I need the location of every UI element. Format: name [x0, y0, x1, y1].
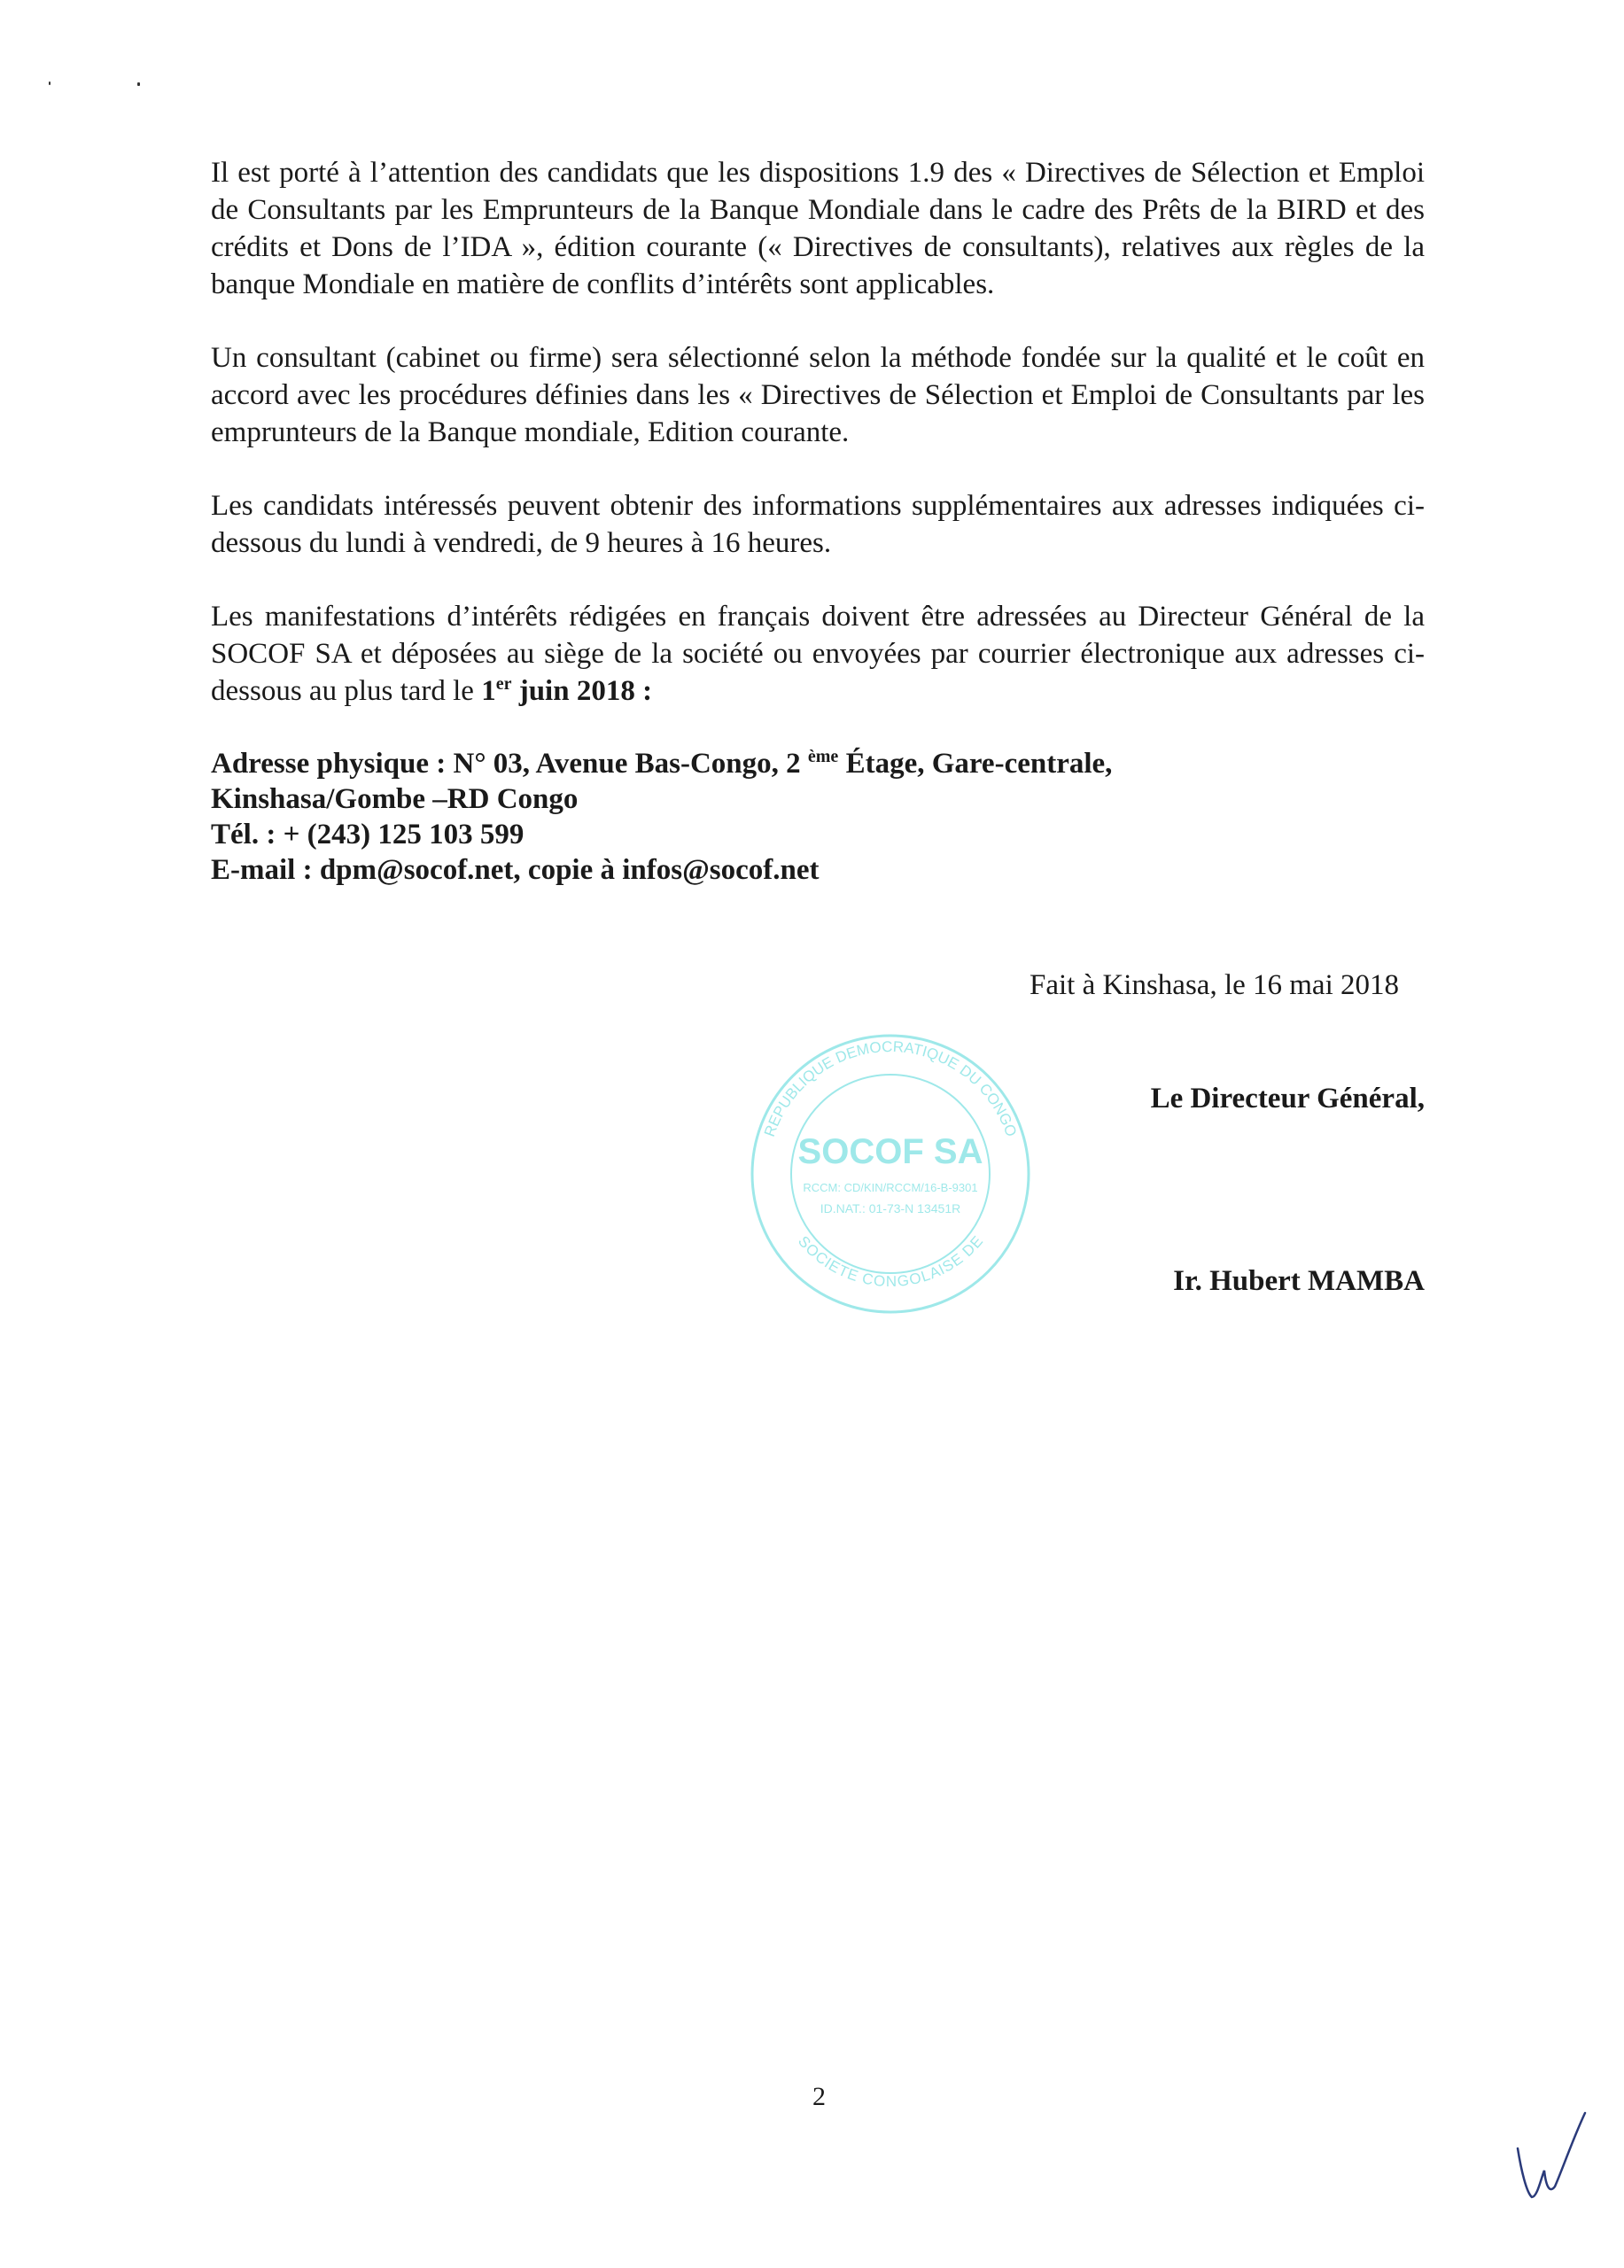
- signatory-name: Ir. Hubert MAMBA: [1173, 1265, 1425, 1297]
- stamp-inner-ring: [791, 1075, 990, 1273]
- initials-mark-icon: [1511, 2109, 1590, 2206]
- paragraph-selection-method: Un consultant (cabinet ou firme) sera sélectionné selon la méthode fondée sur la qualité et le coût en accord avec les procédures définies dans les « Directives de Sélection et Emploi de Consultants par les emprunteurs de la Banque mondiale, Edition courante.: [211, 342, 1425, 448]
- deadline-text: Les manifestations d’intérêts rédigées en français doivent être adressées au Directeur Général de la SOCOF SA et déposées au siège de la société ou envoyées par courrier électronique aux adresses ci-dessous au plus tard le: [211, 601, 1425, 707]
- address-street: Adresse physique : N° 03, Avenue Bas-Congo, 2: [211, 748, 808, 780]
- deadline-day: 1: [481, 675, 496, 707]
- scan-speck: [49, 82, 51, 85]
- address-line-2: Kinshasa/Gombe –RD Congo: [211, 783, 579, 815]
- stamp-ring-top: REPUBLIQUE DEMOCRATIQUE DU CONGO: [760, 1037, 1021, 1139]
- company-stamp: [749, 1032, 1032, 1316]
- scan-speck: [137, 82, 140, 86]
- deadline-colon: :: [634, 675, 653, 707]
- paragraph-conflict-of-interest: Il est porté à l’attention des candidats que les dispositions 1.9 des « Directives de Sélection et Emploi de Consultants par les Emprunteurs de la Banque Mondiale dans le cadre des Prêts de la BIRD et des crédits et Dons de l’IDA », édition courante (« Directives de consultants), relatives aux règles de la banque Mondiale en matière de conflits d’intérêts sont applicables.: [211, 157, 1425, 300]
- deadline-day-suffix: er: [495, 674, 512, 694]
- stamp-rccm: RCCM: CD/KIN/RCCM/16-B-9301: [803, 1181, 978, 1194]
- floor-suffix: ème: [807, 747, 839, 766]
- deadline-date: [481, 675, 635, 707]
- address-floor: Étage, Gare-centrale,: [838, 748, 1113, 780]
- stamp-outer-ring: [752, 1036, 1029, 1312]
- stamp-company-name: SOCOF SA: [797, 1132, 983, 1171]
- address-line-1: [211, 746, 1425, 781]
- address-block: [211, 746, 1425, 888]
- place-date: Fait à Kinshasa, le 16 mai 2018: [1029, 969, 1399, 1001]
- stamp-ring-bottom: SOCIETE CONGOLAISE DE: [794, 1232, 987, 1291]
- phone-line: Tél. : + (243) 125 103 599: [211, 819, 524, 850]
- signatory-title: Le Directeur Général,: [1150, 1083, 1425, 1115]
- paragraph-information: Les candidats intéressés peuvent obtenir des informations supplémentaires aux adresses indiquées ci-dessous du lundi à vendredi, de 9 heures à 16 heures.: [211, 490, 1425, 559]
- stamp-idnat: ID.NAT.: 01-73-N 13451R: [820, 1201, 961, 1216]
- paragraph-deadline: [211, 598, 1425, 710]
- page-number: 2: [812, 2082, 826, 2111]
- email-line: E-mail : dpm@socof.net, copie à infos@socof.net: [211, 854, 820, 886]
- deadline-month-year: juin 2018: [511, 675, 635, 707]
